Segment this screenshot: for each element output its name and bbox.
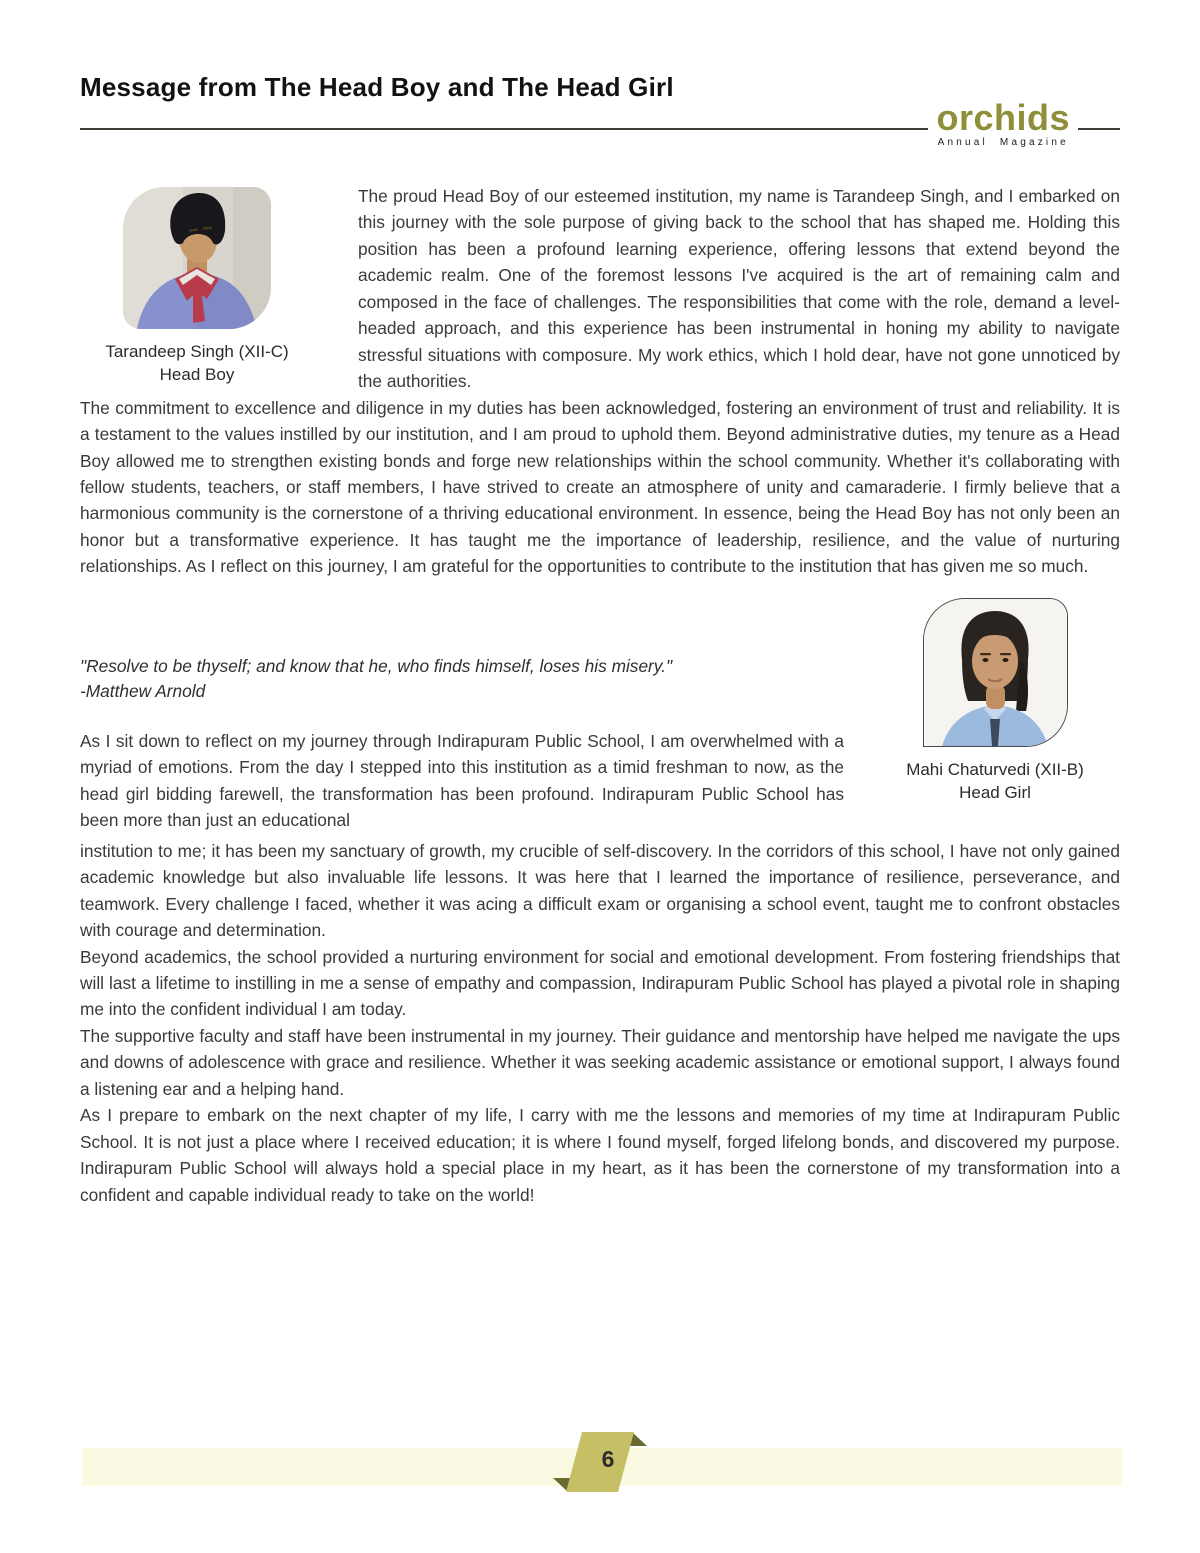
head-girl-intro-paragraph: As I sit down to reflect on my journey through Indirapuram Public School, I am overwhelmed with a myriad of emotions. From the day I stepped into this institution as a timid freshman to now, as the head girl bidding farewell, the transformation has been profound. Indirapuram Public School has been more than just an educational <box>80 730 844 831</box>
head-girl-text-column <box>80 598 844 834</box>
head-boy-portrait-icon <box>123 187 271 329</box>
quote-author: -Matthew Arnold <box>80 680 206 701</box>
head-girl-portrait-icon <box>924 599 1067 746</box>
header-rule-right <box>1078 128 1120 130</box>
orchids-logo-word: orchids <box>936 96 1070 138</box>
head-girl-role: Head Girl <box>959 782 1031 802</box>
quote-text: "Resolve to be thyself; and know that he, who finds himself, loses his misery." <box>80 655 673 676</box>
head-boy-photo <box>123 187 271 329</box>
head-boy-intro-text <box>358 183 1120 395</box>
orchids-logo-subtitle: Annual Magazine <box>937 137 1069 149</box>
head-girl-paragraph-3: The supportive faculty and staff have been instrumental in my journey. Their guidance and mentorship have helped me navigate the ups and downs of adolescence with grace and resilience. Whether it was seeking academic assistance or emotional support, I always found a listening ear and a helping hand. <box>80 1025 1120 1099</box>
head-girl-caption <box>870 759 1120 805</box>
head-boy-photo-column <box>80 183 314 395</box>
head-girl-name: Mahi Chaturvedi (XII-B) <box>906 759 1084 779</box>
header-rule-left <box>80 128 928 130</box>
head-girl-paragraph-2: Beyond academics, the school provided a nurturing environment for social and emotional development. From fostering friendships that will last a lifetime to instilling in me a sense of empathy and compassion, Indirapuram Public School has played a pivotal role in shaping me into the confident individual I am today. <box>80 946 1120 1020</box>
head-boy-section <box>80 183 1120 395</box>
head-boy-role: Head Boy <box>159 364 235 384</box>
page-title: Message from The Head Boy and The Head Girl <box>80 72 674 102</box>
head-boy-paragraph-1: The proud Head Boy of our esteemed institution, my name is Tarandeep Singh, and I embarked on this journey with the sole purpose of giving back to the school that has shaped me. Holding this position has been a profound learning experience, offering lessons that extend beyond the academic realm. One of the foremost lessons I've acquired is the art of remaining calm and composed in the face of challenges. The responsibilities that come with the role, demand a level-headed approach, and this experience has been instrumental in honing my ability to navigate stressful situations with composure. My work ethics, which I hold dear, have not gone unnoticed by the authorities. <box>358 186 1120 392</box>
header-rule-row <box>80 96 1120 153</box>
head-girl-section <box>80 598 1120 834</box>
head-girl-paragraph-4: As I prepare to embark on the next chapter of my life, I carry with me the lessons and memories of my time at Indirapuram Public School. It is not just a place where I received education; it is where I found myself, forged lifelong bonds, and discovered my purpose. Indirapuram Public School will always hold a special place in my heart, as it has been the cornerstone of my transformation into a confident and capable individual ready to take on the world! <box>80 1105 1120 1205</box>
head-girl-paragraph-1: institution to me; it has been my sanctuary of growth, my crucible of self-discovery. In the corridors of this school, I have not only gained academic knowledge but also invaluable life lessons. It was here that I learned the importance of resilience, perseverance, and teamwork. Every challenge I faced, whether it was acing a difficult exam or organising a school event, taught me to confront obstacles with courage and determination. <box>80 840 1120 941</box>
quote-block <box>80 654 844 704</box>
head-boy-paragraph-2: The commitment to excellence and diligence in my duties has been acknowledged, fostering an environment of trust and reliability. It is a testament to the values instilled by our institution, and I am proud to uphold them. Beyond administrative duties, my tenure as a Head Boy allowed me to strengthen existing bonds and forge new relationships within the school community. Whether it's collaborating with fellow students, teachers, or staff members, I have strived to create an atmosphere of unity and camaraderie. I firmly believe that a harmonious community is the cornerstone of a thriving educational environment. In essence, being the Head Boy has not only been an honor but a transformative experience. It has taught me the importance of leadership, resilience, and the value of nurturing relationships. As I reflect on this journey, I am grateful for the opportunities to contribute to the institution that has given me so much. <box>80 397 1120 577</box>
page-number-badge <box>552 1430 652 1494</box>
head-boy-name: Tarandeep Singh (XII-C) <box>105 342 289 361</box>
head-girl-photo-column <box>870 598 1120 834</box>
orchids-logo <box>936 96 1070 149</box>
head-girl-photo <box>923 598 1068 747</box>
page-number: 6 <box>601 1446 615 1472</box>
head-boy-caption <box>80 341 314 387</box>
